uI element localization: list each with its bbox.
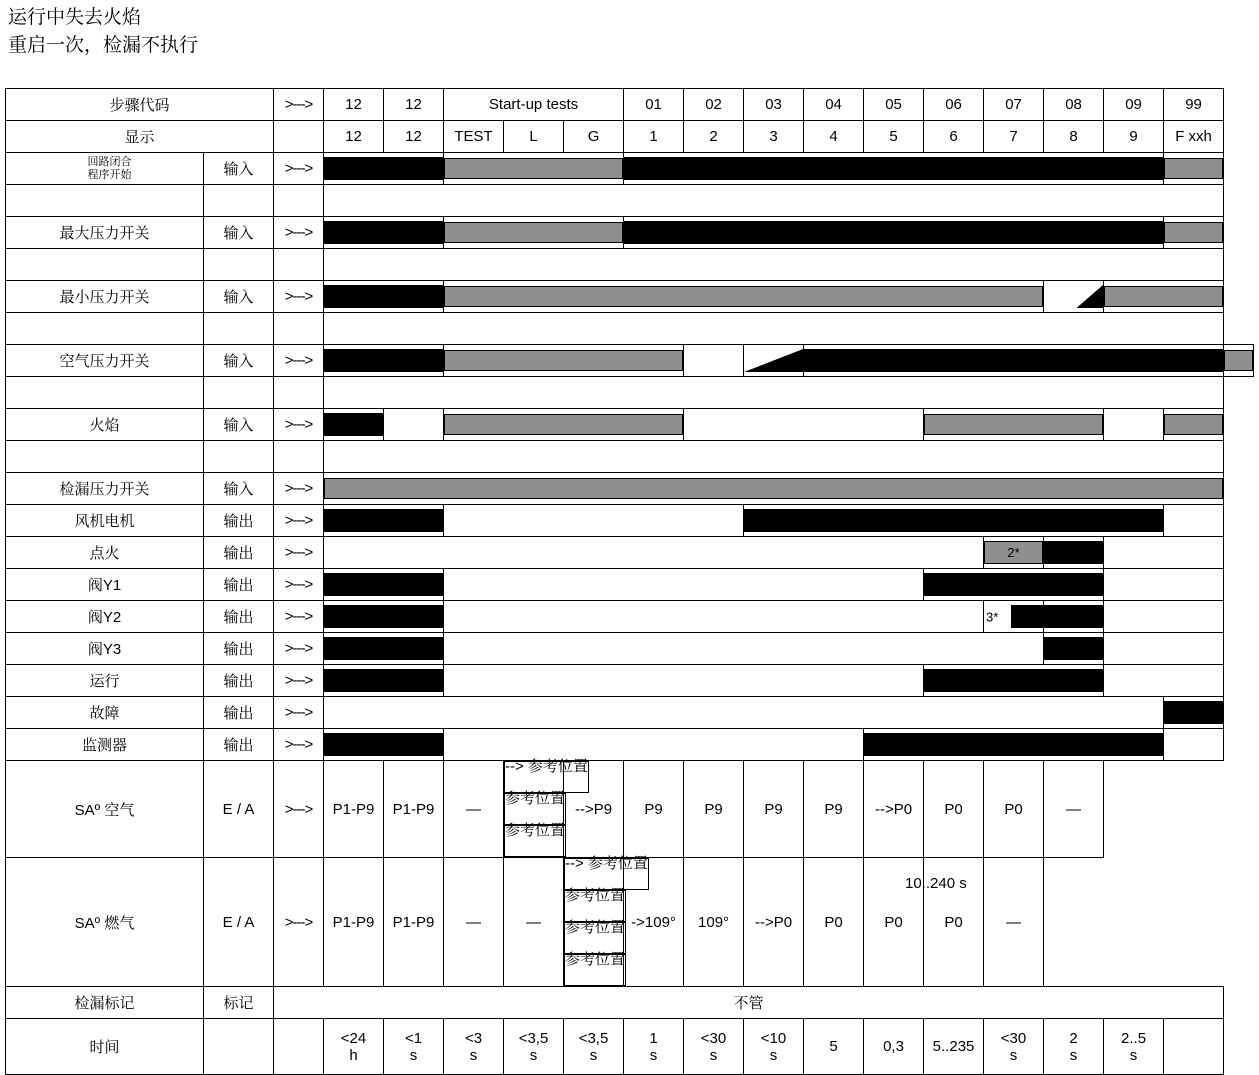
row-label-sa-air: SAº 空气 (6, 761, 204, 858)
display-12b: 12 (384, 121, 444, 153)
signal-row-fan-motor (6, 505, 1254, 537)
band-valve-y2-off-2 (1104, 601, 1224, 633)
row-label-fan-motor: 风机电机 (6, 505, 204, 537)
row-arrow-fault: >---> (274, 697, 324, 729)
display-g: G (564, 121, 624, 153)
row-label-fault: 故障 (6, 697, 204, 729)
step-code-07: 07 (984, 89, 1044, 121)
band-valve-y2-off (444, 601, 984, 633)
sa-gas-c15: — (984, 858, 1044, 987)
band-ignition-on (1044, 537, 1104, 569)
display-12a: 12 (324, 121, 384, 153)
sa-gas-c5: --> 参考位置 (564, 858, 649, 890)
band-max-pressure-startup (444, 217, 624, 249)
band-monitor-on (864, 729, 1164, 761)
band-loop-closed-startup (444, 153, 624, 185)
row-label-leak-marker: 检漏标记 (6, 987, 204, 1019)
band-flame-startup-grey (444, 409, 684, 441)
band-min-pressure-12 (324, 281, 444, 313)
row-io-leak-marker: 标记 (204, 987, 274, 1019)
row-label-leak-pressure: 检漏压力开关 (6, 473, 204, 505)
sa-air-c12: -->P0 (864, 761, 924, 858)
row-arrow-sa-air: >---> (274, 761, 324, 858)
step-code-05: 05 (864, 89, 924, 121)
row-leak-marker (6, 987, 1254, 1019)
band-max-pressure-12 (324, 217, 444, 249)
display-4: 4 (804, 121, 864, 153)
row-arrow-sa-gas: >---> (274, 858, 324, 987)
row-arrow-loop-closed: >---> (274, 153, 324, 185)
row-io-valve-y3: 输出 (204, 633, 274, 665)
band-operation-12 (324, 665, 444, 697)
step-code-12b: 12 (384, 89, 444, 121)
display-arrow-cell (274, 121, 324, 153)
sa-air-c2: P1-P9 (384, 761, 444, 858)
band-valve-y3-12 (324, 633, 444, 665)
display-5: 5 (864, 121, 924, 153)
band-fan-motor-99 (1164, 505, 1224, 537)
row-io-max-pressure: 输入 (204, 217, 274, 249)
band-operation-on (924, 665, 1104, 697)
sa-gas-c10: 109° (684, 858, 744, 987)
row-label-display: 显示 (6, 121, 274, 153)
band-valve-y1-off-2 (1104, 569, 1224, 601)
band-valve-y1-on (924, 569, 1104, 601)
step-code-02: 02 (684, 89, 744, 121)
display-fxxh: F xxh (1164, 121, 1224, 153)
row-label-time: 时间 (6, 1019, 204, 1075)
display-7: 7 (984, 121, 1044, 153)
row-io-operation: 输出 (204, 665, 274, 697)
band-air-pressure-on (804, 345, 1224, 377)
row-label-min-pressure: 最小压力开关 (6, 281, 204, 313)
band-leak-pressure-all (324, 473, 1224, 505)
band-valve-y3-off (444, 633, 1044, 665)
time-c5: <3,5 s (564, 1019, 624, 1075)
band-fault-off (324, 697, 1164, 729)
spacer-5 (6, 441, 1254, 473)
row-label-max-pressure: 最大压力开关 (6, 217, 204, 249)
sa-gas-c11: -->P0 (744, 858, 804, 987)
sa-air-c5: 参考位置 (504, 793, 566, 825)
band-flame-off (684, 409, 924, 441)
band-air-pressure-grey (444, 345, 684, 377)
row-arrow-monitor: >---> (274, 729, 324, 761)
row-arrow-min-pressure: >---> (274, 281, 324, 313)
band-monitor-12 (324, 729, 444, 761)
sa-gas-c6: 参考位置 (564, 890, 626, 922)
band-fan-motor-12 (324, 505, 444, 537)
row-io-flame: 输入 (204, 409, 274, 441)
band-valve-y3-off-2 (1104, 633, 1224, 665)
sa-gas-c14: P0 (924, 858, 984, 987)
row-arrow-time (274, 1019, 324, 1075)
sa-gas-c2: P1-P9 (384, 858, 444, 987)
step-code-09: 09 (1104, 89, 1164, 121)
row-io-fault: 输出 (204, 697, 274, 729)
sa-air-c4: --> 参考位置 (504, 761, 589, 793)
row-label-air-pressure: 空气压力开关 (6, 345, 204, 377)
header-row-step-code (6, 89, 1254, 121)
row-arrow-flame: >---> (274, 409, 324, 441)
sa-air-c13: P0 (924, 761, 984, 858)
sa-air-c14: P0 (984, 761, 1044, 858)
band-max-pressure-99 (1164, 217, 1224, 249)
band-ignition-marked (984, 537, 1044, 569)
row-io-monitor: 输出 (204, 729, 274, 761)
band-operation-off (444, 665, 924, 697)
valve-y2-note-3: 3* (986, 609, 999, 624)
row-arrow-valve-y2: >---> (274, 601, 324, 633)
step-code-startup-tests: Start-up tests (444, 89, 624, 121)
display-2: 2 (684, 121, 744, 153)
arrow-cell: >---> (274, 89, 324, 121)
sa-air-c15: — (1044, 761, 1104, 858)
signal-row-valve-y2 (6, 601, 1254, 633)
row-io-valve-y2: 输出 (204, 601, 274, 633)
band-monitor-off (444, 729, 864, 761)
signal-row-valve-y1 (6, 569, 1254, 601)
step-code-99: 99 (1164, 89, 1224, 121)
spacer-4 (6, 377, 1254, 409)
row-io-valve-y1: 输出 (204, 569, 274, 601)
row-arrow-operation: >---> (274, 665, 324, 697)
band-fan-motor-off (444, 505, 744, 537)
row-io-air-pressure: 输入 (204, 345, 274, 377)
band-flame-12b (384, 409, 444, 441)
band-flame-99 (1164, 409, 1224, 441)
band-ignition-off (324, 537, 984, 569)
time-c11: 5..235 (924, 1019, 984, 1075)
band-flame-grey-2 (924, 409, 1104, 441)
row-arrow-max-pressure: >---> (274, 217, 324, 249)
time-c8: <10 s (744, 1019, 804, 1075)
row-time (6, 1019, 1254, 1075)
time-c2: <1 s (384, 1019, 444, 1075)
leak-marker-value: 不管 (274, 987, 1224, 1019)
time-c6: 1 s (624, 1019, 684, 1075)
band-valve-y2-start (984, 601, 1044, 633)
band-monitor-99 (1164, 729, 1224, 761)
sa-air-c11: P9 (804, 761, 864, 858)
band-operation-off-2 (1104, 665, 1224, 697)
signal-row-max-pressure (6, 217, 1254, 249)
display-3: 3 (744, 121, 804, 153)
signal-row-operation (6, 665, 1254, 697)
caption-line-2: 重启一次，检漏不执行 (8, 35, 199, 56)
sa-gas-c7: 参考位置 (564, 922, 626, 954)
band-fault-on (1164, 697, 1224, 729)
band-valve-y2-12 (324, 601, 444, 633)
row-io-sa-air: E / A (204, 761, 274, 858)
time-c7: <30 s (684, 1019, 744, 1075)
page-caption (8, 4, 198, 60)
time-c13: 2 s (1044, 1019, 1104, 1075)
row-arrow-ignition: >---> (274, 537, 324, 569)
sa-air-c6: 参考位置 (504, 825, 566, 857)
row-sa-air (6, 761, 1254, 858)
row-label-flame: 火焰 (6, 409, 204, 441)
band-ignition-off-2 (1104, 537, 1224, 569)
row-io-loop-closed: 输入 (204, 153, 274, 185)
row-label-step-code: 步骤代码 (6, 89, 274, 121)
row-io-min-pressure: 输入 (204, 281, 274, 313)
sa-gas-c9: ->109° (624, 858, 684, 987)
signal-row-min-pressure (6, 281, 1254, 313)
time-c9: 5 (804, 1019, 864, 1075)
signal-row-monitor (6, 729, 1254, 761)
step-code-06: 06 (924, 89, 984, 121)
band-flame-12a (324, 409, 384, 441)
row-label-valve-y1: 阀Y1 (6, 569, 204, 601)
time-c3: <3 s (444, 1019, 504, 1075)
band-air-pressure-12 (324, 345, 444, 377)
signal-row-ignition (6, 537, 1254, 569)
caption-line-1: 运行中失去火焰 (8, 7, 142, 28)
row-arrow-valve-y1: >---> (274, 569, 324, 601)
time-c14: 2..5 s (1104, 1019, 1164, 1075)
row-label-operation: 运行 (6, 665, 204, 697)
row-arrow-leak-pressure: >---> (274, 473, 324, 505)
row-io-leak-pressure: 输入 (204, 473, 274, 505)
time-c4: <3,5 s (504, 1019, 564, 1075)
row-label-valve-y3: 阀Y3 (6, 633, 204, 665)
band-min-pressure-transition (1044, 281, 1104, 313)
sa-air-c9: P9 (684, 761, 744, 858)
step-code-04: 04 (804, 89, 864, 121)
sa-air-c3: — (444, 761, 504, 858)
display-9: 9 (1104, 121, 1164, 153)
signal-row-valve-y3 (6, 633, 1254, 665)
spacer-1 (6, 185, 1254, 217)
sequence-timing-table (5, 88, 1254, 1075)
signal-row-leak-pressure (6, 473, 1254, 505)
row-io-sa-gas: E / A (204, 858, 274, 987)
sa-gas-c1: P1-P9 (324, 858, 384, 987)
step-code-08: 08 (1044, 89, 1104, 121)
sa-gas-c4: — (504, 858, 564, 987)
spacer-2 (6, 249, 1254, 281)
display-8: 8 (1044, 121, 1104, 153)
row-io-time (204, 1019, 274, 1075)
signal-row-fault (6, 697, 1254, 729)
band-min-pressure-grey-2 (1104, 281, 1224, 313)
band-loop-closed-99 (1164, 153, 1224, 185)
row-io-fan-motor: 输出 (204, 505, 274, 537)
band-valve-y3-on (1044, 633, 1104, 665)
time-c1: <24 h (324, 1019, 384, 1075)
sa-air-c1: P1-P9 (324, 761, 384, 858)
row-arrow-valve-y3: >---> (274, 633, 324, 665)
step-code-12a: 12 (324, 89, 384, 121)
signal-row-air-pressure (6, 345, 1254, 377)
spacer-3 (6, 313, 1254, 345)
band-min-pressure-grey (444, 281, 1044, 313)
band-air-pressure-off (684, 345, 744, 377)
time-c10: 0,3 (864, 1019, 924, 1075)
display-6: 6 (924, 121, 984, 153)
header-row-display (6, 121, 1254, 153)
band-fan-motor-on (744, 505, 1164, 537)
signal-row-flame (6, 409, 1254, 441)
row-label-valve-y2: 阀Y2 (6, 601, 204, 633)
band-valve-y2-on (1044, 601, 1104, 633)
band-flame-off-2 (1104, 409, 1164, 441)
time-span-note: 10..240 s (905, 875, 967, 892)
band-air-pressure-99 (1224, 345, 1254, 377)
display-test: TEST (444, 121, 504, 153)
row-arrow-fan-motor: >---> (274, 505, 324, 537)
sa-gas-c8: 参考位置 (564, 954, 626, 986)
ignition-note-2: 2* (984, 541, 1043, 564)
step-code-03: 03 (744, 89, 804, 121)
sa-air-c7: -->P9 (564, 761, 624, 858)
sa-air-c10: P9 (744, 761, 804, 858)
band-valve-y1-12 (324, 569, 444, 601)
signal-row-loop-closed (6, 153, 1254, 185)
row-io-ignition: 输出 (204, 537, 274, 569)
band-loop-closed-12 (324, 153, 444, 185)
sa-gas-c12: P0 (804, 858, 864, 987)
row-label-monitor: 监测器 (6, 729, 204, 761)
sa-gas-c13: P0 (864, 858, 924, 987)
band-loop-closed-run (624, 153, 1164, 185)
time-c12: <30 s (984, 1019, 1044, 1075)
row-label-ignition: 点火 (6, 537, 204, 569)
band-air-pressure-rise (744, 345, 804, 377)
display-1: 1 (624, 121, 684, 153)
row-label-sa-gas: SAº 燃气 (6, 858, 204, 987)
time-c15 (1164, 1019, 1224, 1075)
sa-gas-c3: — (444, 858, 504, 987)
display-l: L (504, 121, 564, 153)
row-sa-gas (6, 858, 1254, 987)
band-valve-y1-off (444, 569, 924, 601)
sa-air-c8: P9 (624, 761, 684, 858)
band-max-pressure-run (624, 217, 1164, 249)
row-label-loop-closed: 回路闭合 程序开始 (6, 153, 204, 185)
step-code-01: 01 (624, 89, 684, 121)
row-arrow-air-pressure: >---> (274, 345, 324, 377)
